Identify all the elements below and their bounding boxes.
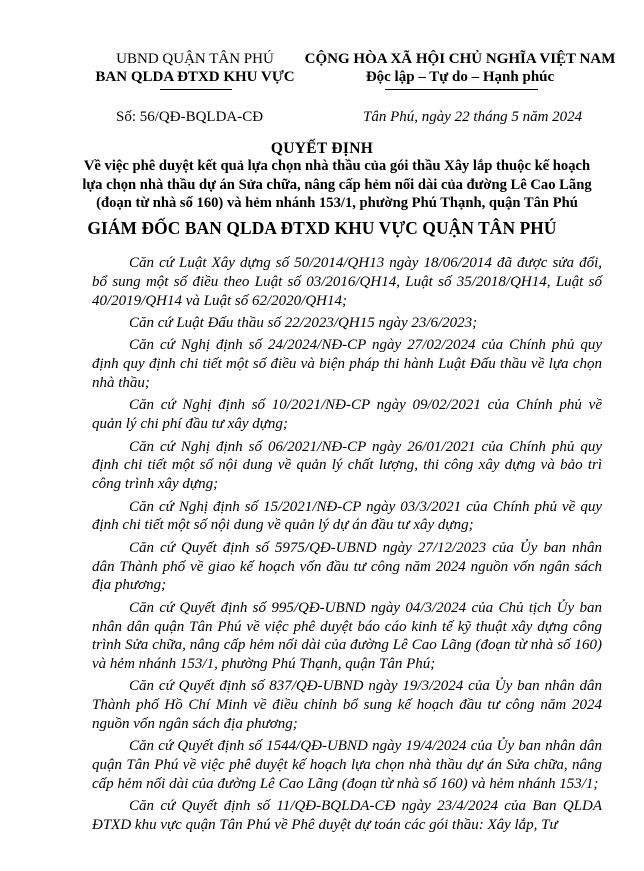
document-number: Số: 56/QĐ-BQLDA-CĐ	[116, 109, 264, 125]
agency-unit: BAN QLDA ĐTXD KHU VỰC	[95, 69, 295, 85]
legal-bases	[92, 254, 602, 839]
subject-line: lựa chọn nhà thầu dự án Sửa chữa, nâng cấp hẻm nối dài của đường Lê Cao Lãng	[82, 176, 592, 193]
legal-basis-paragraph: Căn cứ Quyết định số 5975/QĐ-UBND ngày 27/12/2023 của Ủy ban nhân dân Thành phố về giao kế hoạch vốn đầu tư công năm 2024 nguồn vốn ngân sách địa phương;	[92, 539, 602, 594]
director-heading: GIÁM ĐỐC BAN QLDA ĐTXD KHU VỰC QUẬN TÂN PHÚ	[87, 218, 557, 238]
subject-line: (đoạn từ nhà số 160) và hẻm nhánh 153/1, phường Phú Thạnh, quận Tân Phú	[96, 195, 578, 212]
legal-basis-paragraph: Căn cứ Luật Đấu thầu số 22/2023/QH15 ngày 23/6/2023;	[129, 314, 478, 331]
legal-basis-paragraph: Căn cứ Quyết định số 995/QĐ-UBND ngày 04/3/2024 của Chủ tịch Ủy ban nhân dân quận Tân Phú về việc phê duyệt báo cáo kinh tế kỹ thuật xây dựng công trình Sửa chữa, nâng cấp hẻm nối dài của đường Lê Cao Lãng (đoạn từ nhà số 160) và hẻm nhánh 153/1, phường Phú Thạnh, quận Tân Phú;	[92, 599, 602, 673]
legal-basis-paragraph: Căn cứ Nghị định số 06/2021/NĐ-CP ngày 26/01/2021 của Chính phủ quy định chi tiết một số nội dung về quản lý chất lượng, thi công xây dựng và bảo trì công trình xây dựng;	[92, 438, 602, 493]
agency-name: UBND QUẬN TÂN PHÚ	[116, 51, 274, 67]
legal-basis-paragraph: Căn cứ Nghị định số 10/2021/NĐ-CP ngày 09/02/2021 của Chính phủ về quản lý chi phí đầu tư xây dựng;	[92, 397, 602, 433]
legal-basis-paragraph: Căn cứ Quyết định số 837/QĐ-UBND ngày 19/3/2024 của Ủy ban nhân dân Thành phố Hồ Chí Minh về điều chỉnh bổ sung kế hoạch đầu tư công năm 2024 nguồn vốn ngân sách địa phương;	[92, 678, 602, 733]
agency-underline	[160, 89, 232, 90]
motto-underline	[385, 89, 538, 90]
legal-basis-paragraph: Căn cứ Luật Xây dựng số 50/2014/QH13 ngày 18/06/2014 đã được sửa đổi, bổ sung một số điều theo Luật số 03/2016/QH14, Luật số 35/2018/QH14, Luật số 40/2019/QH14 và Luật số 62/2020/QH14;	[92, 255, 602, 309]
legal-basis-paragraph: Căn cứ Quyết định số 11/QĐ-BQLDA-CĐ ngày 23/4/2024 của Ban QLDA ĐTXD khu vực quận Tân Phú về Phê duyệt dự toán các gói thầu: Xây lắp, Tư	[92, 798, 602, 834]
issue-date: Tân Phú, ngày 22 tháng 5 năm 2024	[363, 109, 583, 125]
legal-basis-paragraph: Căn cứ Quyết định số 1544/QĐ-UBND ngày 19/4/2024 của Ủy ban nhân dân quận Tân Phú về việc phê duyệt kế hoạch lựa chọn nhà thầu dự án Sửa chữa, nâng cấp hẻm nối dài của đường Lê Cao Lãng (đoạn từ nhà số 160) và hẻm nhánh 153/1;	[92, 738, 602, 793]
document-subject	[80, 157, 594, 213]
legal-basis-paragraph: Căn cứ Nghị định số 24/2024/NĐ-CP ngày 27/02/2024 của Chính phủ quy định quy định chi tiết một số điều và biện pháp thi hành Luật Đấu thầu về lựa chọn nhà thầu;	[92, 337, 602, 391]
national-title: CỘNG HÒA XÃ HỘI CHỦ NGHĨA VIỆT NAM	[304, 51, 616, 67]
subject-line: Về việc phê duyệt kết quả lựa chọn nhà thầu của gói thầu Xây lắp thuộc kế hoạch	[83, 158, 591, 174]
document-title: QUYẾT ĐỊNH	[270, 140, 374, 157]
legal-basis-paragraph: Căn cứ Nghị định số 15/2021/NĐ-CP ngày 03/3/2021 của Chính phủ về quy định chi tiết một số nội dung về quản lý dự án đầu tư xây dựng;	[92, 498, 602, 534]
national-motto: Độc lập – Tự do – Hạnh phúc	[365, 69, 555, 85]
